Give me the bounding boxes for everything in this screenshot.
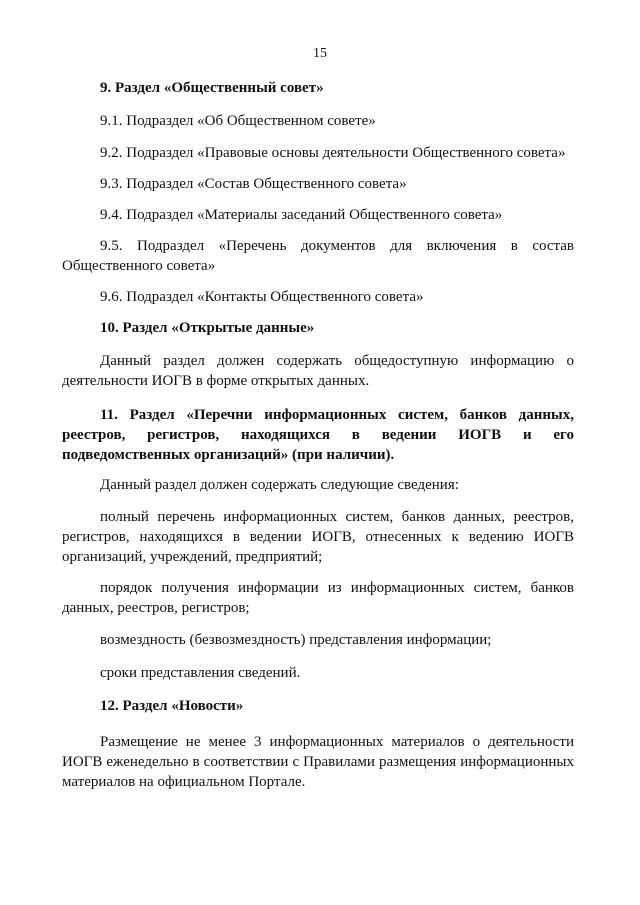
section-12-heading: 12. Раздел «Новости» xyxy=(100,698,244,714)
section-12-text: Размещение не менее 3 информационных материалов о деятельности ИОГВ еженедельно в соответствии с Правилами размещения информационных материалов на официальном Портале. xyxy=(62,734,574,790)
section-11-intro: Данный раздел должен содержать следующие сведения: xyxy=(100,477,459,493)
section-9-heading: 9. Раздел «Общественный совет» xyxy=(100,80,324,96)
section-11-item: порядок получения информации из информационных систем, банков данных, реестров, регистров; xyxy=(62,580,574,616)
section-9-item: 9.4. Подраздел «Материалы заседаний Общественного совета» xyxy=(100,207,503,223)
section-9-item: 9.6. Подраздел «Контакты Общественного совета» xyxy=(100,289,424,305)
page-number: 15 xyxy=(313,46,327,61)
section-11-item: полный перечень информационных систем, банков данных, реестров, регистров, находящихся в ведении ИОГВ, отнесенных к ведению ИОГВ организаций, учреждений, предприятий; xyxy=(62,509,574,565)
section-10-text: Данный раздел должен содержать общедоступную информацию о деятельности ИОГВ в форме открытых данных. xyxy=(62,353,574,389)
section-11-heading: 11. Раздел «Перечни информационных систем, банков данных, реестров, регистров, находящихся в ведении ИОГВ и его подведомственных организаций» (при наличии). xyxy=(62,407,574,463)
section-10-heading: 10. Раздел «Открытые данные» xyxy=(100,320,315,336)
section-11-item: возмездность (безвозмездность) представления информации; xyxy=(100,632,492,648)
section-9-item: 9.1. Подраздел «Об Общественном совете» xyxy=(100,113,376,129)
section-11-item: сроки представления сведений. xyxy=(100,665,301,681)
section-9-item: 9.5. Подраздел «Перечень документов для включения в состав Общественного совета» xyxy=(62,238,574,274)
section-9-item: 9.2. Подраздел «Правовые основы деятельности Общественного совета» xyxy=(100,145,566,161)
section-9-item: 9.3. Подраздел «Состав Общественного совета» xyxy=(100,176,407,192)
